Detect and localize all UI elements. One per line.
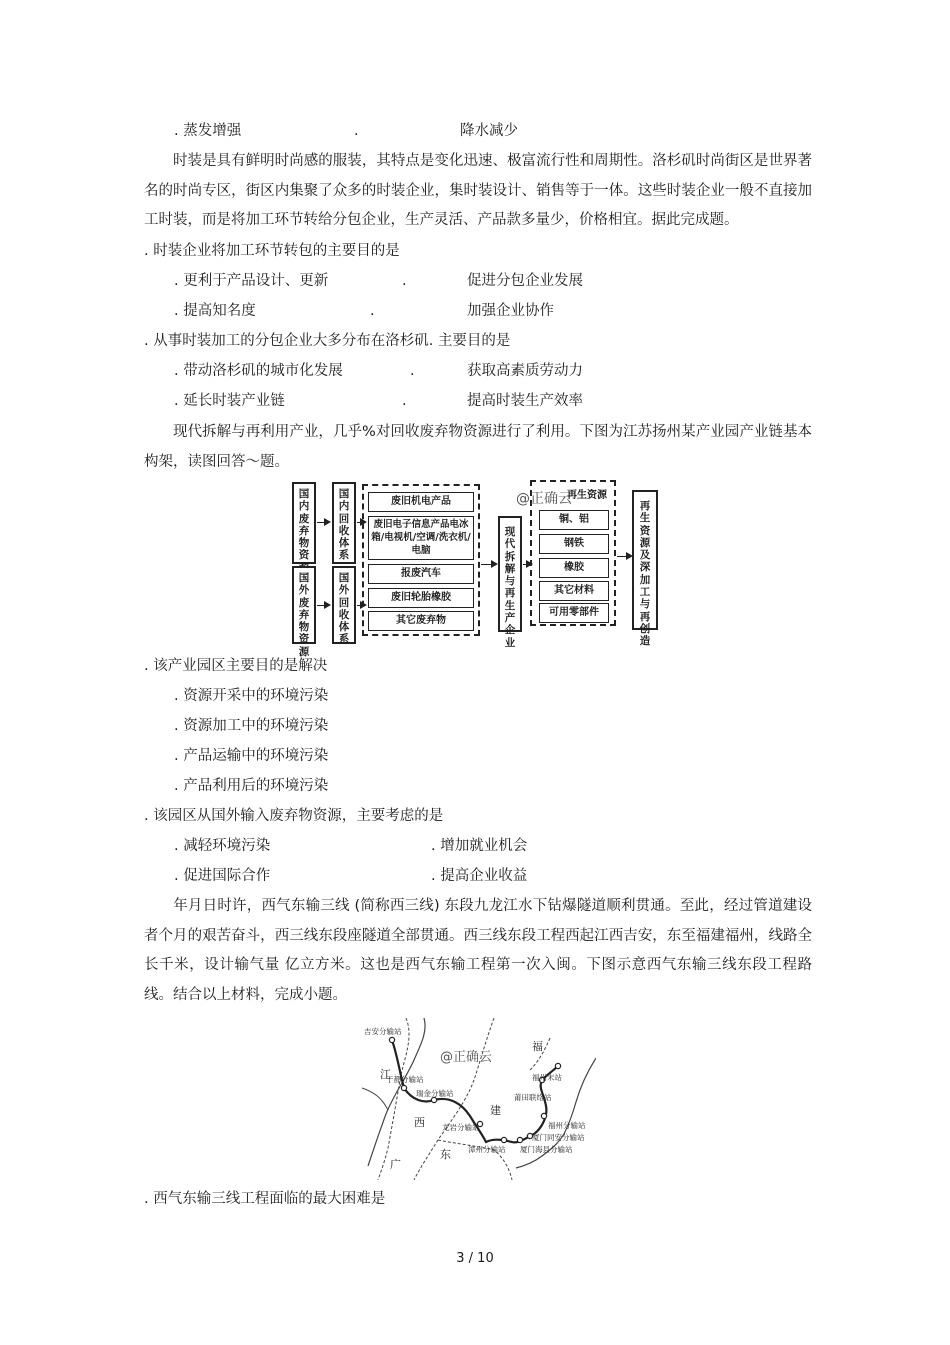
- option-a: . 更利于产品设计、更新: [174, 273, 329, 289]
- option-c: . 提高知名度: [174, 303, 256, 319]
- option-d: 加强企业协作: [467, 303, 554, 319]
- option-b: 获取高素质劳动力: [467, 363, 583, 379]
- station-label: 瑞金分输站: [416, 1089, 454, 1098]
- recycle-passage: 现代拆解与再利用产业，几乎%对回收废弃物资源进行了利用。下图为江苏扬州某产业园产业链基本构架，读图回答～题。: [144, 424, 812, 470]
- option-b-marker: .: [402, 273, 407, 289]
- domestic-source-box: 国内废弃物资: [292, 482, 316, 564]
- question-stem: . 该产业园区主要目的是解决: [144, 658, 328, 674]
- fashion-passage: 时装是具有鲜明时尚感的服装，其特点是变化迅速、极富流行性和周期性。洛杉矶时尚街区是世界著名的时尚专区，街区内集聚了众多的时装企业，集时装设计、销售等于一体。这些时装企业一般不直接加工时装，而是将加工环节转给分包企业，生产灵活、产品款多量少，价格相宜。据此完成题。: [144, 153, 812, 228]
- station-label: 福州分输站: [548, 1121, 586, 1130]
- province-label: 福: [532, 1040, 543, 1053]
- waste-item: 其它废弃物: [368, 611, 474, 631]
- arrow: [617, 556, 631, 557]
- station-label: 于都分输站: [386, 1075, 424, 1084]
- option-a: . 带动洛杉矶的城市化发展: [174, 363, 343, 379]
- arrow: [317, 522, 329, 523]
- option-a: . 资源开采中的环境污染: [174, 688, 329, 704]
- watermark: @正确云: [440, 1050, 493, 1065]
- renewable-item: 其它材料: [539, 581, 609, 601]
- arrow: [481, 564, 496, 565]
- renewable-item: 钢铁: [539, 534, 609, 554]
- foreign-source-box: 国外废弃物资源: [292, 566, 316, 644]
- watermark: @正确云: [516, 491, 572, 507]
- foreign-system-box: 国外回收体系: [332, 566, 356, 644]
- station-label: 龙岩分输站: [442, 1123, 480, 1132]
- station-label: 厦门同安分输站: [532, 1133, 585, 1142]
- industry-chain-diagram: [292, 480, 660, 658]
- station-label: 福州末站: [532, 1073, 562, 1082]
- waste-item: 废旧机电产品: [368, 492, 474, 512]
- province-label: 江: [380, 1068, 391, 1081]
- renewable-item: 橡胶: [539, 558, 609, 578]
- question-stem: . 西气东输三线工程面临的最大困难是: [144, 1191, 386, 1207]
- pipeline-route-map: [354, 1018, 596, 1180]
- option-c: . 延长时装产业链: [174, 393, 285, 409]
- page-number: 3 / 10: [456, 1251, 494, 1266]
- option-b: . 增加就业机会: [431, 838, 528, 854]
- pipeline-passage: 年月日时许，西气东输三线 (简称西三线) 东段九龙江水下钻爆隧道顺利贯通。至此，经过管道建设者个月的艰苦奋斗，西三线东段座隧道全部贯通。西三线东段工程西起江西吉安，东至福建福州，线路全长千米，设计输气量 亿立方米。这也是西气东输工程第一次入闽。下图示意西气东输三线东段工程路线。结合以上材料，完成小题。: [144, 898, 812, 1003]
- option-b: . 资源加工中的环境污染: [174, 718, 329, 734]
- waste-item: 废旧电子信息产品电冰箱/电视机/空调/洗衣机/电脑: [368, 516, 474, 560]
- domestic-system-box: 国内回收体系: [332, 482, 356, 564]
- station-label: 漳州分输站: [468, 1145, 506, 1154]
- option-d-marker: .: [402, 393, 407, 409]
- station-label: 莆田联络站: [514, 1093, 552, 1102]
- option-c: . 促进国际合作: [174, 868, 271, 884]
- question-stem: . 从事时装加工的分包企业大多分布在洛杉矶. 主要目的是: [144, 333, 511, 349]
- province-label: 广: [390, 1158, 401, 1171]
- option-b-marker: .: [354, 123, 359, 139]
- option-d: . 提高企业收益: [431, 868, 528, 884]
- province-label: 西: [414, 1116, 425, 1129]
- station-label: 吉安分输站: [364, 1027, 402, 1036]
- option-b-marker: .: [410, 363, 415, 379]
- option-d-marker: .: [370, 303, 375, 319]
- waste-item: 报废汽车: [368, 564, 474, 584]
- option-a: . 蒸发增强: [174, 123, 242, 139]
- enterprise-box: 现代拆解与再生产企业: [498, 516, 522, 632]
- renewable-item: 铜、铝: [539, 510, 609, 530]
- province-label: 建: [490, 1104, 501, 1117]
- question-stem: . 时装企业将加工环节转包的主要目的是: [144, 243, 400, 259]
- renewables-title: 再生资源: [567, 490, 607, 501]
- station-label: 厦门海县分输站: [520, 1145, 573, 1154]
- province-label: 东: [440, 1148, 451, 1161]
- arrow: [317, 605, 329, 606]
- final-box: 再生资源及深加工与再创造: [632, 490, 658, 630]
- waste-item: 废旧轮胎橡胶: [368, 588, 474, 608]
- renewable-item: 可用零部件: [539, 603, 609, 623]
- option-b: 降水减少: [460, 123, 518, 139]
- option-d: . 产品利用后的环境污染: [174, 778, 329, 794]
- option-c: . 产品运输中的环境污染: [174, 748, 329, 764]
- option-a: . 减轻环境污染: [174, 838, 271, 854]
- option-d: 提高时装生产效率: [467, 393, 583, 409]
- option-b: 促进分包企业发展: [467, 273, 583, 289]
- question-stem: . 该园区从国外输入废弃物资源，主要考虑的是: [144, 808, 444, 824]
